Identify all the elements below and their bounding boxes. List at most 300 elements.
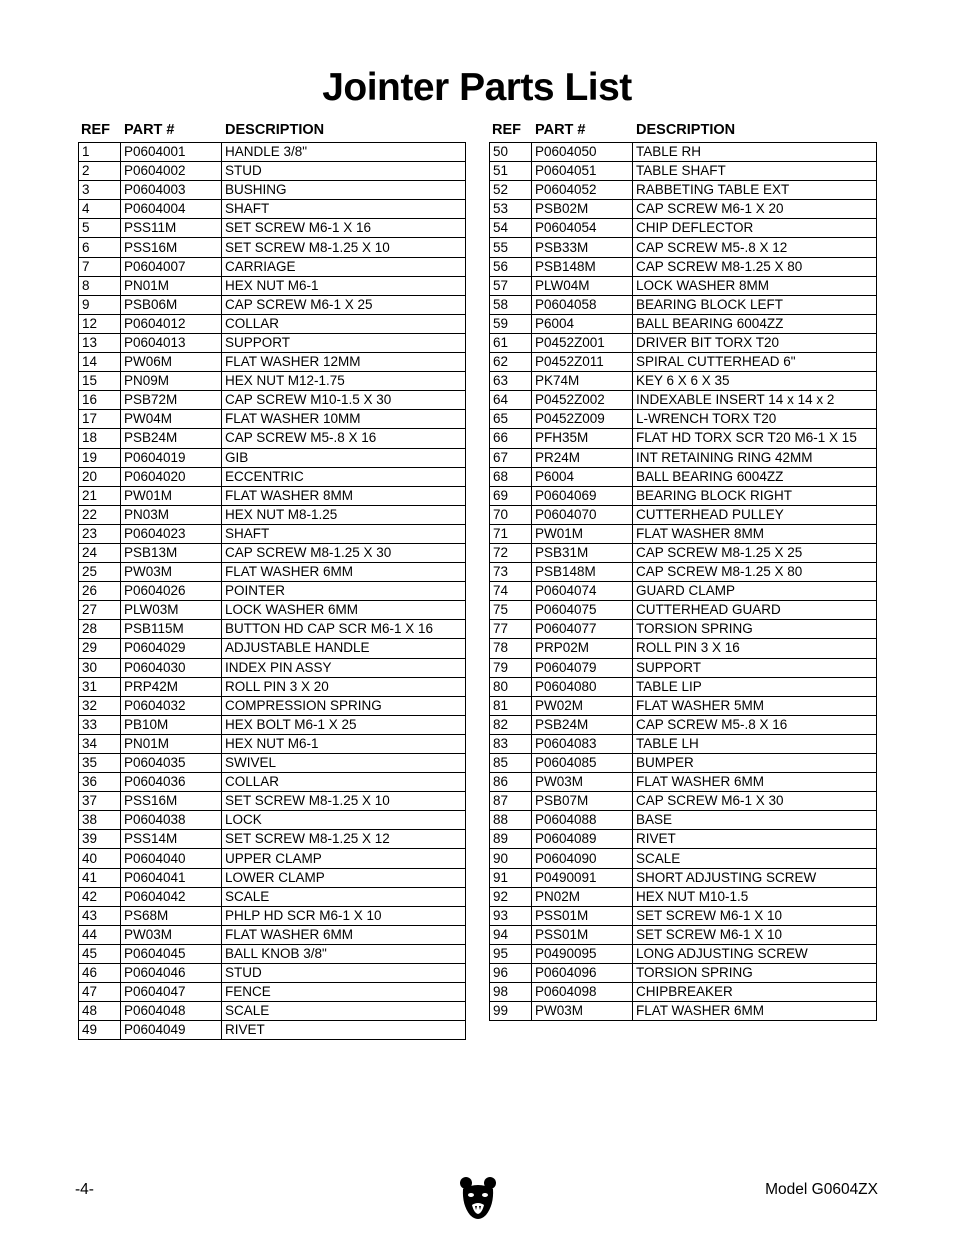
part-number-cell: PSB115M (121, 620, 222, 639)
table-row (490, 391, 877, 410)
ref-cell: 67 (490, 448, 532, 467)
table-row (79, 448, 466, 467)
table-row (79, 372, 466, 391)
ref-cell: 2 (79, 162, 121, 181)
table-row (490, 677, 877, 696)
part-number-cell: P0604019 (121, 448, 222, 467)
table-row (79, 677, 466, 696)
description-cell: BALL KNOB 3/8" (222, 944, 466, 963)
ref-cell: 71 (490, 524, 532, 543)
description-cell: LOCK (222, 811, 466, 830)
part-number-cell: P0604032 (121, 696, 222, 715)
part-number-cell: PW03M (121, 925, 222, 944)
part-number-cell: PSS11M (121, 219, 222, 238)
parts-table-left (78, 142, 466, 1040)
part-number-cell: P0604085 (532, 754, 633, 773)
part-number-cell: P0604088 (532, 811, 633, 830)
part-number-cell: PSB06M (121, 295, 222, 314)
part-number-cell: P6004 (532, 314, 633, 333)
table-row (490, 696, 877, 715)
description-cell: CAP SCREW M6-1 X 20 (633, 200, 877, 219)
ref-cell: 70 (490, 505, 532, 524)
ref-cell: 99 (490, 1002, 532, 1021)
table-row (79, 983, 466, 1002)
header-ref: REF (81, 122, 110, 138)
bear-head-logo-icon (458, 1175, 498, 1223)
ref-cell: 20 (79, 467, 121, 486)
header-description: DESCRIPTION (636, 122, 736, 138)
description-cell: HEX NUT M6-1 (222, 276, 466, 295)
description-cell: TORSION SPRING (633, 620, 877, 639)
table-row (79, 639, 466, 658)
description-cell: SUPPORT (633, 658, 877, 677)
ref-cell: 65 (490, 410, 532, 429)
ref-cell: 87 (490, 792, 532, 811)
description-cell: CAP SCREW M6-1 X 25 (222, 295, 466, 314)
part-number-cell: PLW04M (532, 276, 633, 295)
part-number-cell: PR24M (532, 448, 633, 467)
table-row (79, 582, 466, 601)
table-row (79, 391, 466, 410)
part-number-cell: P0604048 (121, 1002, 222, 1021)
ref-cell: 62 (490, 353, 532, 372)
part-number-cell: P0604090 (532, 849, 633, 868)
description-cell: SET SCREW M6-1 X 10 (633, 906, 877, 925)
description-cell: FLAT WASHER 12MM (222, 353, 466, 372)
ref-cell: 68 (490, 467, 532, 486)
description-cell: TABLE RH (633, 143, 877, 162)
description-cell: HEX NUT M10-1.5 (633, 887, 877, 906)
table-row (79, 773, 466, 792)
description-cell: CHIP DEFLECTOR (633, 219, 877, 238)
ref-cell: 34 (79, 734, 121, 753)
part-number-cell: P0604001 (121, 143, 222, 162)
ref-cell: 86 (490, 773, 532, 792)
table-row (79, 944, 466, 963)
table-row (490, 964, 877, 983)
table-row (79, 658, 466, 677)
part-number-cell: P0604035 (121, 754, 222, 773)
ref-cell: 22 (79, 505, 121, 524)
ref-cell: 46 (79, 964, 121, 983)
description-cell: BUMPER (633, 754, 877, 773)
table-row (490, 734, 877, 753)
description-cell: HEX NUT M6-1 (222, 734, 466, 753)
part-number-cell: PW06M (121, 353, 222, 372)
ref-cell: 12 (79, 314, 121, 333)
table-row (490, 353, 877, 372)
description-cell: ROLL PIN 3 X 16 (633, 639, 877, 658)
ref-cell: 57 (490, 276, 532, 295)
description-cell: FLAT WASHER 6MM (633, 773, 877, 792)
ref-cell: 79 (490, 658, 532, 677)
part-number-cell: P0604051 (532, 162, 633, 181)
description-cell: SUPPORT (222, 333, 466, 352)
part-number-cell: PW01M (532, 524, 633, 543)
part-number-cell: PSB33M (532, 238, 633, 257)
part-number-cell: PSB07M (532, 792, 633, 811)
ref-cell: 91 (490, 868, 532, 887)
description-cell: SCALE (633, 849, 877, 868)
table-row (490, 925, 877, 944)
table-row (490, 849, 877, 868)
part-number-cell: P0604050 (532, 143, 633, 162)
table-row (79, 257, 466, 276)
description-cell: BEARING BLOCK RIGHT (633, 486, 877, 505)
table-row (490, 162, 877, 181)
ref-cell: 88 (490, 811, 532, 830)
table-row (79, 830, 466, 849)
table-row (79, 314, 466, 333)
description-cell: CAP SCREW M10-1.5 X 30 (222, 391, 466, 410)
part-number-cell: PSB13M (121, 543, 222, 562)
table-row (490, 314, 877, 333)
ref-cell: 32 (79, 696, 121, 715)
description-cell: LOCK WASHER 8MM (633, 276, 877, 295)
description-cell: ECCENTRIC (222, 467, 466, 486)
part-number-cell: P0604098 (532, 983, 633, 1002)
ref-cell: 44 (79, 925, 121, 944)
ref-cell: 92 (490, 887, 532, 906)
part-number-cell: P0604041 (121, 868, 222, 887)
part-number-cell: PN01M (121, 734, 222, 753)
ref-cell: 27 (79, 601, 121, 620)
part-number-cell: P0604038 (121, 811, 222, 830)
description-cell: FLAT WASHER 8MM (633, 524, 877, 543)
description-cell: COLLAR (222, 314, 466, 333)
header-ref: REF (492, 122, 521, 138)
ref-cell: 55 (490, 238, 532, 257)
ref-cell: 37 (79, 792, 121, 811)
part-number-cell: P0604052 (532, 181, 633, 200)
table-row (490, 448, 877, 467)
ref-cell: 81 (490, 696, 532, 715)
ref-cell: 85 (490, 754, 532, 773)
ref-cell: 48 (79, 1002, 121, 1021)
ref-cell: 8 (79, 276, 121, 295)
table-row (79, 734, 466, 753)
part-number-cell: P0452Z011 (532, 353, 633, 372)
table-row (490, 868, 877, 887)
description-cell: BASE (633, 811, 877, 830)
header-part-number: PART # (535, 122, 586, 138)
table-row (490, 887, 877, 906)
part-number-cell: P0604046 (121, 964, 222, 983)
page-title: Jointer Parts List (322, 66, 632, 109)
table-row (490, 486, 877, 505)
table-row (79, 467, 466, 486)
part-number-cell: P0604047 (121, 983, 222, 1002)
part-number-cell: PN02M (532, 887, 633, 906)
description-cell: BUSHING (222, 181, 466, 200)
ref-cell: 63 (490, 372, 532, 391)
description-cell: HEX BOLT M6-1 X 25 (222, 715, 466, 734)
part-number-cell: PSS16M (121, 792, 222, 811)
table-row (490, 181, 877, 200)
description-cell: HEX NUT M12-1.75 (222, 372, 466, 391)
description-cell: TABLE SHAFT (633, 162, 877, 181)
part-number-cell: PSS14M (121, 830, 222, 849)
description-cell: FLAT WASHER 10MM (222, 410, 466, 429)
table-row (490, 792, 877, 811)
ref-cell: 14 (79, 353, 121, 372)
description-cell: CAP SCREW M5-.8 X 16 (633, 715, 877, 734)
description-cell: BALL BEARING 6004ZZ (633, 467, 877, 486)
ref-cell: 95 (490, 944, 532, 963)
description-cell: ADJUSTABLE HANDLE (222, 639, 466, 658)
ref-cell: 35 (79, 754, 121, 773)
ref-cell: 28 (79, 620, 121, 639)
description-cell: PHLP HD SCR M6-1 X 10 (222, 906, 466, 925)
ref-cell: 31 (79, 677, 121, 696)
ref-cell: 19 (79, 448, 121, 467)
part-number-cell: P0604036 (121, 773, 222, 792)
ref-cell: 49 (79, 1021, 121, 1040)
ref-cell: 6 (79, 238, 121, 257)
description-cell: SPIRAL CUTTERHEAD 6" (633, 353, 877, 372)
ref-cell: 54 (490, 219, 532, 238)
ref-cell: 50 (490, 143, 532, 162)
ref-cell: 3 (79, 181, 121, 200)
description-cell: TABLE LH (633, 734, 877, 753)
part-number-cell: P0490095 (532, 944, 633, 963)
table-row (490, 333, 877, 352)
ref-cell: 18 (79, 429, 121, 448)
part-number-cell: PSS16M (121, 238, 222, 257)
ref-cell: 33 (79, 715, 121, 734)
part-number-cell: PN03M (121, 505, 222, 524)
description-cell: FLAT WASHER 6MM (633, 1002, 877, 1021)
ref-cell: 58 (490, 295, 532, 314)
description-cell: STUD (222, 964, 466, 983)
ref-cell: 53 (490, 200, 532, 219)
description-cell: CAP SCREW M8-1.25 X 25 (633, 543, 877, 562)
part-number-cell: PRP02M (532, 639, 633, 658)
description-cell: CARRIAGE (222, 257, 466, 276)
part-number-cell: PN09M (121, 372, 222, 391)
part-number-cell: P0604080 (532, 677, 633, 696)
column-headers (489, 120, 877, 142)
table-row (490, 505, 877, 524)
description-cell: GIB (222, 448, 466, 467)
part-number-cell: P0452Z001 (532, 333, 633, 352)
ref-cell: 89 (490, 830, 532, 849)
part-number-cell: PSB24M (121, 429, 222, 448)
part-number-cell: P0604083 (532, 734, 633, 753)
table-row (490, 467, 877, 486)
ref-cell: 39 (79, 830, 121, 849)
table-row (79, 925, 466, 944)
ref-cell: 1 (79, 143, 121, 162)
ref-cell: 24 (79, 543, 121, 562)
parts-table-right (489, 142, 877, 1021)
part-number-cell: PW01M (121, 486, 222, 505)
description-cell: SHAFT (222, 200, 466, 219)
part-number-cell: PSB02M (532, 200, 633, 219)
ref-cell: 98 (490, 983, 532, 1002)
part-number-cell: P0604054 (532, 219, 633, 238)
table-row (79, 601, 466, 620)
part-number-cell: P0604004 (121, 200, 222, 219)
description-cell: INDEXABLE INSERT 14 x 14 x 2 (633, 391, 877, 410)
ref-cell: 4 (79, 200, 121, 219)
part-number-cell: P0604023 (121, 524, 222, 543)
table-row (79, 906, 466, 925)
part-number-cell: P0604074 (532, 582, 633, 601)
description-cell: UPPER CLAMP (222, 849, 466, 868)
table-row (490, 257, 877, 276)
table-row (490, 219, 877, 238)
ref-cell: 23 (79, 524, 121, 543)
part-number-cell: PN01M (121, 276, 222, 295)
part-number-cell: PW02M (532, 696, 633, 715)
ref-cell: 42 (79, 887, 121, 906)
ref-cell: 9 (79, 295, 121, 314)
description-cell: ROLL PIN 3 X 20 (222, 677, 466, 696)
ref-cell: 66 (490, 429, 532, 448)
part-number-cell: PK74M (532, 372, 633, 391)
part-number-cell: P0604079 (532, 658, 633, 677)
description-cell: CAP SCREW M8-1.25 X 80 (633, 563, 877, 582)
part-number-cell: P0604029 (121, 639, 222, 658)
part-number-cell: P0604069 (532, 486, 633, 505)
description-cell: FLAT WASHER 6MM (222, 563, 466, 582)
ref-cell: 29 (79, 639, 121, 658)
description-cell: BALL BEARING 6004ZZ (633, 314, 877, 333)
description-cell: KEY 6 X 6 X 35 (633, 372, 877, 391)
table-row (490, 639, 877, 658)
ref-cell: 82 (490, 715, 532, 734)
description-cell: DRIVER BIT TORX T20 (633, 333, 877, 352)
table-row (79, 143, 466, 162)
table-row (79, 811, 466, 830)
part-number-cell: PFH35M (532, 429, 633, 448)
description-cell: BEARING BLOCK LEFT (633, 295, 877, 314)
table-row (490, 754, 877, 773)
table-row (490, 524, 877, 543)
description-cell: GUARD CLAMP (633, 582, 877, 601)
part-number-cell: P0604070 (532, 505, 633, 524)
description-cell: RIVET (633, 830, 877, 849)
table-row (79, 524, 466, 543)
part-number-cell: P0604007 (121, 257, 222, 276)
ref-cell: 40 (79, 849, 121, 868)
ref-cell: 93 (490, 906, 532, 925)
table-row (490, 983, 877, 1002)
part-number-cell: P0490091 (532, 868, 633, 887)
description-cell: CAP SCREW M6-1 X 30 (633, 792, 877, 811)
description-cell: RABBETING TABLE EXT (633, 181, 877, 200)
part-number-cell: P0604012 (121, 314, 222, 333)
table-row (490, 1002, 877, 1021)
description-cell: FLAT WASHER 8MM (222, 486, 466, 505)
part-number-cell: PSB148M (532, 563, 633, 582)
description-cell: BUTTON HD CAP SCR M6-1 X 16 (222, 620, 466, 639)
table-row (79, 333, 466, 352)
table-row (490, 830, 877, 849)
description-cell: CUTTERHEAD PULLEY (633, 505, 877, 524)
description-cell: SET SCREW M6-1 X 10 (633, 925, 877, 944)
description-cell: STUD (222, 162, 466, 181)
ref-cell: 43 (79, 906, 121, 925)
ref-cell: 90 (490, 849, 532, 868)
table-row (79, 543, 466, 562)
part-number-cell: PSS01M (532, 906, 633, 925)
description-cell: TORSION SPRING (633, 964, 877, 983)
description-cell: TABLE LIP (633, 677, 877, 696)
parts-column-left (78, 120, 466, 1040)
description-cell: COLLAR (222, 773, 466, 792)
table-row (79, 964, 466, 983)
ref-cell: 25 (79, 563, 121, 582)
description-cell: SCALE (222, 887, 466, 906)
ref-cell: 72 (490, 543, 532, 562)
description-cell: FLAT HD TORX SCR T20 M6-1 X 15 (633, 429, 877, 448)
ref-cell: 7 (79, 257, 121, 276)
ref-cell: 30 (79, 658, 121, 677)
table-row (490, 582, 877, 601)
ref-cell: 64 (490, 391, 532, 410)
ref-cell: 94 (490, 925, 532, 944)
table-row (79, 563, 466, 582)
part-number-cell: P0604026 (121, 582, 222, 601)
ref-cell: 59 (490, 314, 532, 333)
table-row (79, 715, 466, 734)
part-number-cell: PSB148M (532, 257, 633, 276)
table-row (79, 505, 466, 524)
column-headers (78, 120, 466, 142)
description-cell: SCALE (222, 1002, 466, 1021)
part-number-cell: PRP42M (121, 677, 222, 696)
description-cell: LONG ADJUSTING SCREW (633, 944, 877, 963)
ref-cell: 52 (490, 181, 532, 200)
ref-cell: 21 (79, 486, 121, 505)
description-cell: RIVET (222, 1021, 466, 1040)
part-number-cell: P0604096 (532, 964, 633, 983)
part-number-cell: P0604013 (121, 333, 222, 352)
description-cell: HANDLE 3/8" (222, 143, 466, 162)
table-row (490, 658, 877, 677)
model-number: Model G0604ZX (765, 1181, 878, 1198)
part-number-cell: P0604042 (121, 887, 222, 906)
table-row (79, 754, 466, 773)
part-number-cell: P0604040 (121, 849, 222, 868)
description-cell: CUTTERHEAD GUARD (633, 601, 877, 620)
table-row (490, 620, 877, 639)
ref-cell: 51 (490, 162, 532, 181)
table-row (79, 238, 466, 257)
ref-cell: 73 (490, 563, 532, 582)
table-row (490, 563, 877, 582)
description-cell: SHORT ADJUSTING SCREW (633, 868, 877, 887)
description-cell: CAP SCREW M8-1.25 X 30 (222, 543, 466, 562)
description-cell: CAP SCREW M5-.8 X 16 (222, 429, 466, 448)
table-row (79, 181, 466, 200)
part-number-cell: P0604002 (121, 162, 222, 181)
ref-cell: 17 (79, 410, 121, 429)
table-row (490, 715, 877, 734)
table-row (490, 238, 877, 257)
description-cell: HEX NUT M8-1.25 (222, 505, 466, 524)
table-row (490, 410, 877, 429)
ref-cell: 75 (490, 601, 532, 620)
table-row (79, 295, 466, 314)
ref-cell: 16 (79, 391, 121, 410)
part-number-cell: P0604030 (121, 658, 222, 677)
table-row (490, 429, 877, 448)
ref-cell: 41 (79, 868, 121, 887)
ref-cell: 47 (79, 983, 121, 1002)
